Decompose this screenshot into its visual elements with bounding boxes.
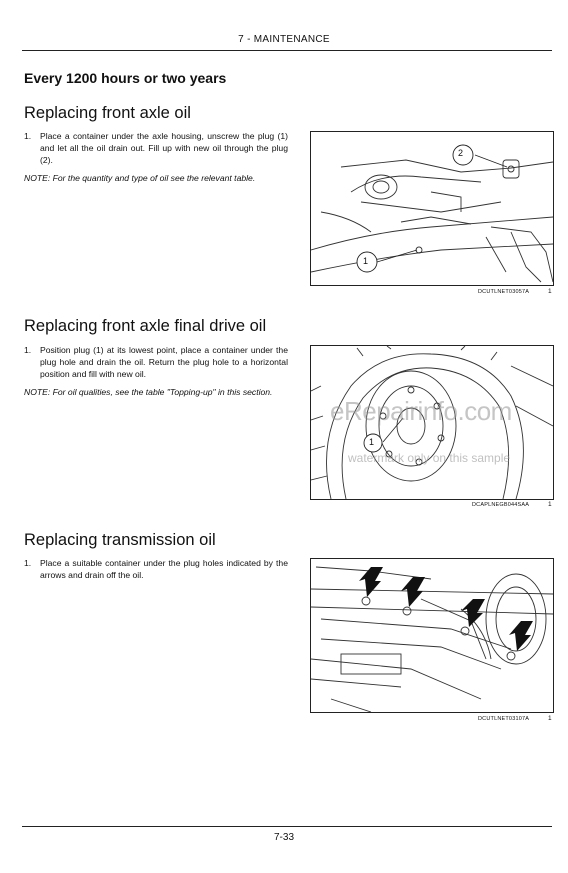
main-heading: Every 1200 hours or two years (24, 70, 227, 86)
figure-code: DCUTLNET03107A (478, 716, 530, 722)
page-number: 7-33 (273, 832, 294, 843)
step-number: 1. (24, 558, 32, 568)
section-title-final-drive-oil: Replacing front axle final drive oil (24, 317, 267, 335)
watermark-site: eRepairinfo.com (330, 396, 512, 426)
watermark-notice: watermark only on this sample (348, 451, 511, 465)
figure-transmission-oil (310, 558, 554, 713)
note-front-axle-oil: NOTE: For the quantity and type of oil see the relevant table. (24, 173, 256, 183)
step-text: Place a suitable container under the plug holes indicated by the arrows and drain off the oil. (40, 558, 288, 580)
step-1-transmission-oil (24, 558, 288, 582)
step-text: Place a container under the axle housing, unscrew the plug (1) and let all the oil drain out. Fill up with new oil through the plug (2). (40, 131, 288, 165)
section-title-front-axle-oil: Replacing front axle oil (24, 104, 191, 122)
front-axle-illustration (311, 132, 553, 285)
figure-front-axle-oil (310, 131, 554, 286)
step-number: 1. (24, 345, 32, 355)
callout-1: 1 (363, 256, 369, 266)
callout-1: 1 (369, 437, 375, 447)
step-1-front-axle-oil (24, 131, 288, 166)
callout-2: 2 (458, 148, 464, 158)
header-rule (22, 50, 552, 51)
note-final-drive-oil: NOTE: For oil qualities, see the table "Topping-up" in this section. (24, 387, 273, 397)
section-title-transmission-oil: Replacing transmission oil (24, 531, 216, 549)
step-text: Position plug (1) at its lowest point, place a container under the plug hole and drain the oil. Return the plug hole to a horizontal position and fill with new oil. (40, 345, 288, 379)
figure-code: DCAPLNEGB044SAA (472, 502, 530, 508)
figure-number: 1 (548, 715, 552, 722)
step-1-final-drive-oil (24, 345, 288, 380)
page-header-title: 7 - MAINTENANCE (238, 34, 330, 45)
figure-code: DCUTLNET03057A (478, 289, 530, 295)
figure-number: 1 (548, 501, 552, 508)
transmission-illustration (311, 559, 553, 712)
footer-rule (22, 826, 552, 827)
figure-number: 1 (548, 288, 552, 295)
step-number: 1. (24, 131, 32, 141)
